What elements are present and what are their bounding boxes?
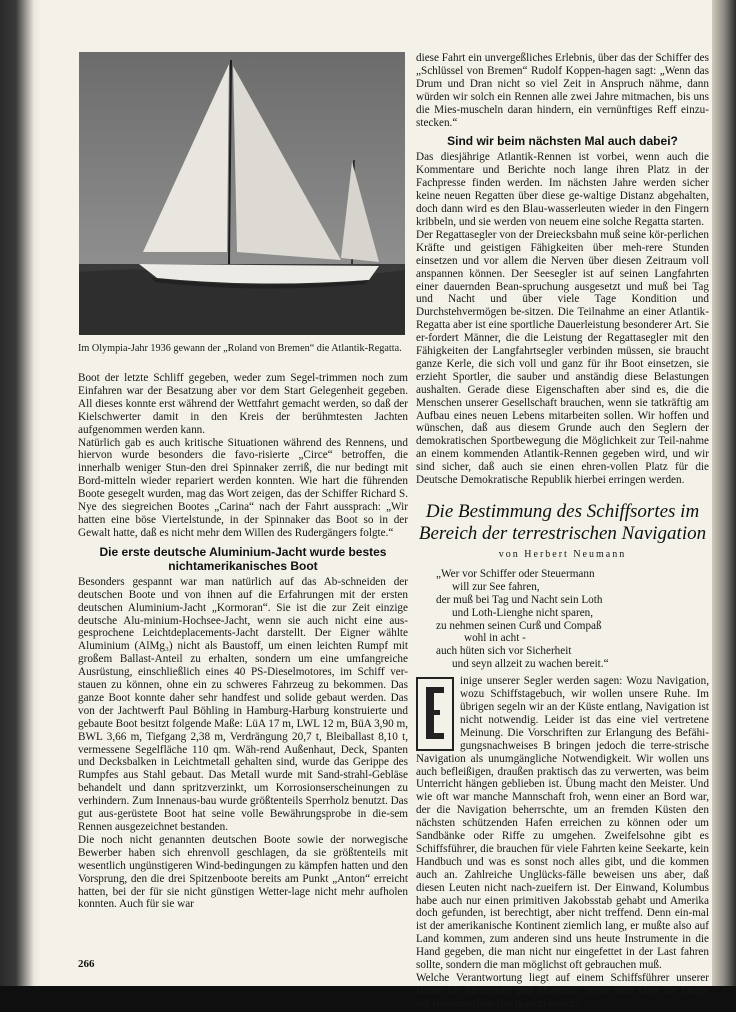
section-heading: Sind wir beim nächsten Mal auch dabei?	[447, 134, 678, 149]
paragraph: diese Fahrt ein unvergeßliches Erlebnis, über das der Schiffer des „Schlüssel von Bremen“ Rudolf Koppen-hagen sagt: „Wenn das Drum und Dran nicht so viel Zeit in Anspruch nähme, dann würden wir solch ein Rennen alle zwei Jahre mitmachen, bis uns die Mies-muscheln daran hindern, ein vernünftiges Reff einzu-stecken.“	[416, 52, 709, 129]
paragraph: Boot der letzte Schliff gegeben, weder zum Segel-trimmen noch zum Einfahren war der Besatzung aber vor dem Start Gelegenheit gegeben. All dieses konnte erst während der Wettfahrt gemacht werden, so daß der Kielschwerter damit in den Kreis der berühmtesten Jachten aufgenommen werden kann.	[78, 372, 408, 436]
poem-line: zu nehmen seinen Curß und Compaß	[436, 619, 602, 632]
photo-caption: Im Olympia-Jahr 1936 gewann der „Roland von Bremen“ die Atlantik-Regatta.	[78, 343, 402, 354]
poem-line: und seyn allzeit zu wachen bereit.“	[452, 658, 609, 671]
drop-cap-e	[416, 677, 454, 751]
poem-line: will zur See fahren,	[452, 580, 540, 593]
facing-page-edge	[712, 0, 736, 1012]
byline: von Herbert Neumann	[498, 549, 627, 560]
poem-line: wohl in acht -	[464, 632, 526, 645]
paragraph: Der Regattasegler von der Dreiecksbahn muß seine kör-perlichen Kräfte und geistigen Fähigkeiten über meh-rere Stunden einsetzen und vor allem die Nerven über diesen Zeitraum voll anspannen können. Der Seesegler ist auf seinen Langfahrten einer dauernden Bean-spruchung ausgesetzt und muß bei Tag und Nacht und über viele Tage Kondition und Durchstehvermögen be-sitzen. Die Teilnahme an einer Atlantik-Regatta aber ist eine sportliche Dauerleistung besonderer Art. Sie er-fordert Männer, die die Leistung der Regattasegler mit den Fähigkeiten der Langfahrtsegler verbinden müssen, sie braucht ganze Kerle, die sich voll und ganz für ihr Boot einsetzen, sie erzieht Sportler, die sauber und anständig diese Belastungen aushalten. Gerade diese Eigenschaften aber sind es, die die Menschen unserer Gesellschaft brauchen, wenn sie tatkräftig am Aufbau eines neuen Lebens mitarbeiten sollen. Wir hoffen und wünschen, daß aus diesem Grunde auch den Seglern der demokratischen Sportbewegung die Möglichkeit zur Teil-nahme an einem kommenden Atlantik-Rennen gegeben wird, und wir sind sicher, daß auch sie einen ehren-vollen Platz für die Deutsche Demokratische Republik hierbei erringen werden.	[416, 228, 709, 487]
poem-line: und Loth-Lienghe nicht sparen,	[452, 606, 594, 619]
page-number: 266	[78, 958, 95, 970]
book-binding-shadow	[0, 0, 40, 1012]
poem-line: der muß bei Tag und Nacht sein Loth	[436, 593, 603, 606]
paragraph: inige unserer Segler werden sagen: Wozu Navigation, wozu Schiffstagebuch, wir wollen unsere Ruhe. Im übrigen segeln wir an der Küste entlang, Navigation ist nicht notwendig. Leider ist das eine viel vertretene Meinung. Die Vorschriften zur Erlangung des Befähi-gungsnachweises B bringen jedoch die terre-strische Navigation als unumgängliche Notwendigkeit. Wir wollen uns auch befleißigen, draußen praktisch das zu verwerten, was beim Unterricht hängen geblieben ist. Übung macht den Meister. Und wie oft war manche Mannschaft froh, wenn einer an Bord war, der die Navigation beherrschte, um an fremden Küsten den nächsten schützenden Hafen erreichen zu können oder um Sandbänke oder Riffe zu umgehen. Zweifelsohne gibt es Schiffsführer, die brauchen für viele Fahrten keine Seekarte, kein Handbuch und was es sonst noch alles gibt, und die kommen auch an. Zahlreiche Unglücks-fälle beweisen uns aber, daß diesen Leuten nicht nach-zueifern ist. Der Einwand, Kolumbus habe auch nur einen primitiven Jakobsstab gehabt und Amerika doch gefunden, ist berechtigt, aber nicht treffend. Denn ein-mal ist der amerikanische Kontinent ziemlich lang, er mußte also auf Land kommen, zum anderen sind uns heute Instrumente in die Hand gegeben, die man nicht nur eingefettet in der Last fahren sollte, sondern die man möglichst oft gebrauchen muß.	[416, 675, 709, 972]
left-text-column	[78, 372, 408, 911]
paragraph: Die noch nicht genannten deutschen Boote sowie der norwegische Bewerber haben sich ehrenvoll geschlagen, da sie größtenteils mit wesentlich ungünstigeren Wind-bedingungen zu kämpfen hatten und den Vorsprung, den die drei Spitzenboote bereits am Punkt „Anton“ erreicht hatten, bei der für sie nicht günstigen Wetter-lage nicht mehr aufholen konnten. Auch für sie war	[78, 833, 408, 911]
poem-line: „Wer vor Schiffer oder Steuermann	[436, 567, 595, 580]
paragraph: Welche Verantwortung liegt auf einem Schiffsführer unserer Boote für Menschen und Material? Wenn man über die Dinge der terrestrischen Navigation spricht,	[416, 972, 709, 1010]
poem-line: auch hüten sich vor Sicherheit	[436, 645, 572, 658]
paragraph: Das diesjährige Atlantik-Rennen ist vorbei, wenn auch die Kommentare und Berichte noch lange ihren Platz in der Fachpresse finden werden. Im nächsten Jahre werden sicher keine neuen Regatten über diese ge-waltige Distanz abgehalten, doch dann wird es den Blau-wasserleuten wieder in den Fingern kribbeln, und sie werden von neuem eine solche Regatta starten.	[416, 151, 709, 228]
paragraph: Besonders gespannt war man natürlich auf das Ab-schneiden der deutschen Boote und von ihnen auf die Erfahrungen mit der ersten deutschen Aluminium-Jacht „Kormoran“. Sie ist die zur Zeit einzige deutsche Alu-minium-Hochsee-Jacht, wenn sie auch nicht eine aus-gesprochene Leichtdeplacements-Jacht darstellt. Der Eigner wählte Aluminium (AlMg₃) nicht als Baustoff, um einen leichten Rumpf mit großem Ballast-Anteil zu erhalten, sondern um eine umfangreiche Ausrüstung, einschließlich eines 40 PS-Dieselmotores, im Schiff ver-stauen zu können, ohne ein zu schweres Fahrzeug zu bekommen. Das ganze Boot konnte daher sehr handfest und solide gebaut werden. Das von der Jachtwerft Paul Böhling in Hamburg-Harburg konstruierte und gebaute Boot besitzt folgende Maße: LüA 17 m, LWL 12 m, BüA 3,90 m, BWL 3,66 m, Tiefgang 2,38 m, Verdrängung 20,7 t, Bleiballast 8,10 t, vermessene Segelfläche 110 qm. Wäh-rend Außenhaut, Deck, Spanten und Decksbalken in Leichtmetall gehalten sind, wurde das Gerippe des Rumpfes aus Stahl gebaut. Das Metall wurde mit Sand-strahl-Gebläse behandelt und dann spritzverzinkt, um Korrosionserscheinungen zu verhindern. Zum Innenaus-bau wurde größtenteils Sperrholz benutzt. Das gut aus-gerüstete Boot hat seine volle Bewährungsprobe in die-sem Rennen ausgezeichnet bestanden.	[78, 575, 408, 833]
sailing-yacht-photo	[79, 52, 405, 335]
poem-quote	[436, 568, 709, 671]
paragraph: Natürlich gab es auch kritische Situationen während des Rennens, und hiervon wurde besonders die favo-risierte „Circe“ betroffen, die innerhalb weniger Stun-den drei Spinnaker zerriß, die nur bedingt mit Bord-mitteln wieder repariert werden konnten. Wie hart die führenden Boote gesegelt wurden, mag das Wort zeigen, das der Schiffer Richard S. Nye des siegreichen Bootes „Carina“ nach der Fahrt aussprach: „Wir hatten eine böse Viertelstunde, in der Spinnaker das Boot so in der Gewalt hatte, daß es nicht mehr dem Willen des Rudergängers folgte.“	[78, 436, 408, 539]
right-text-column	[416, 52, 709, 1011]
section-heading: Die erste deutsche Aluminium-Jacht wurde bestes nichtamerikanisches Boot	[99, 544, 387, 573]
article-title: Die Bestimmung des Schiffsortes im Bereich der terrestrischen Navigation	[418, 501, 707, 544]
